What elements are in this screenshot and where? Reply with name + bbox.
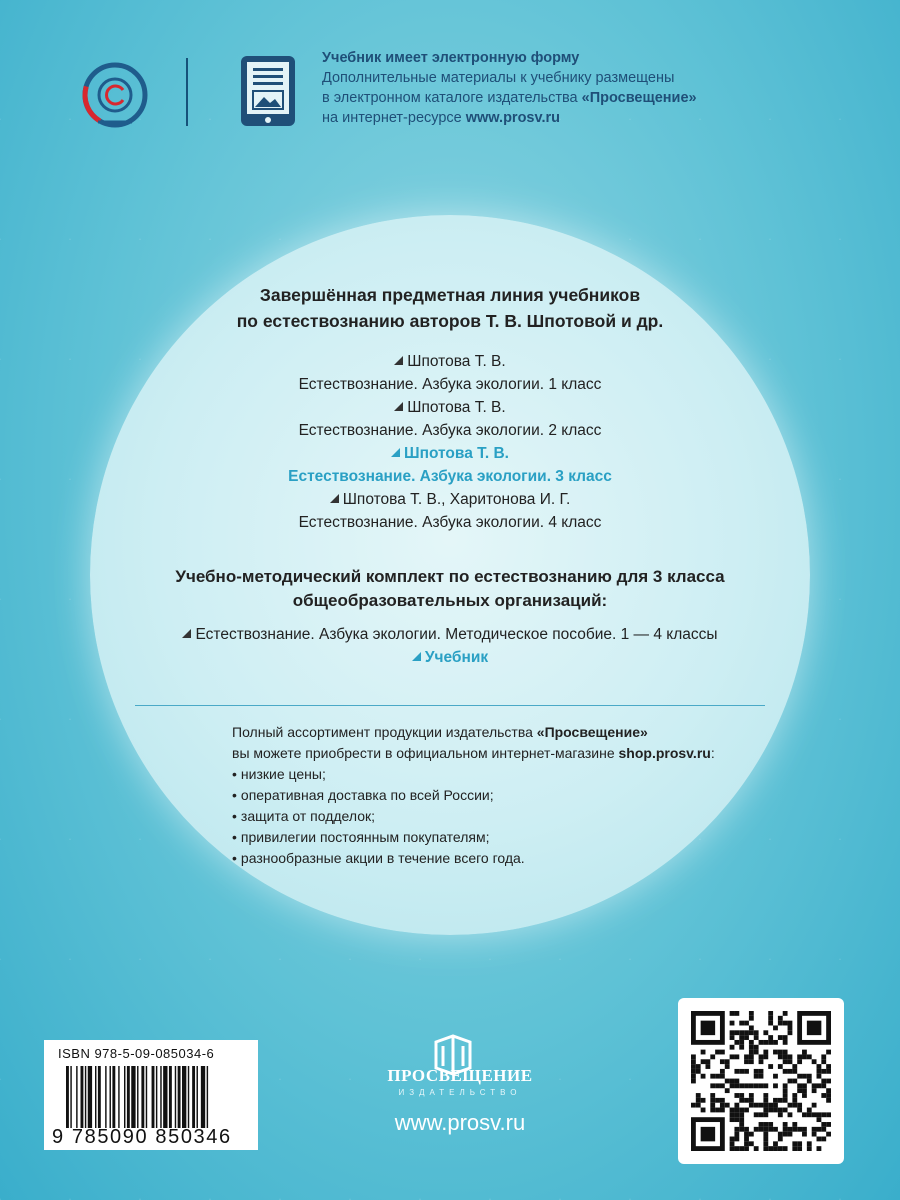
series-section — [140, 282, 760, 534]
e-form-title: Учебник имеет электронную форму — [322, 50, 580, 66]
qr-code — [678, 998, 844, 1164]
shop-section — [232, 722, 792, 869]
book-3-current: Шпотова Т. В. Естествознание. Азбука экологии. 3 класс — [288, 445, 612, 485]
kit-item-2: Учебник — [100, 646, 800, 669]
e-form-line3: в электронном каталоге издательства «Просвещение» — [322, 90, 697, 106]
triangle-bullet-icon — [330, 494, 339, 503]
triangle-bullet-icon — [391, 448, 400, 457]
triangle-bullet-icon — [394, 402, 403, 411]
isbn-text: ISBN 978-5-09-085034-6 — [58, 1046, 215, 1061]
publisher-subtitle: ИЗДАТЕЛЬСТВО — [398, 1088, 522, 1097]
list-item: • низкие цены; — [232, 764, 792, 785]
book-1: Шпотова Т. В. Естествознание. Азбука экологии. 1 класс — [298, 353, 602, 393]
shop-benefits-list — [232, 764, 792, 869]
publisher-name: ПРОСВЕЩЕНИЕ — [387, 1066, 533, 1085]
list-item: • оперативная доставка по всей России; — [232, 785, 792, 806]
list-item: • привилегии постоянным покупателям; — [232, 827, 792, 848]
e-form-line2: Дополнительные материалы к учебнику размещены — [322, 70, 675, 86]
book-4: Шпотова Т. В., Харитонова И. Г. Естествознание. Азбука экологии. 4 класс — [298, 491, 602, 531]
triangle-bullet-icon — [394, 356, 403, 365]
kit-item-1: Естествознание. Азбука экологии. Методическое пособие. 1 — 4 классы — [100, 623, 800, 646]
book-2: Шпотова Т. В. Естествознание. Азбука экологии. 2 класс — [298, 399, 602, 439]
kit-heading-1: Учебно-методический комплект по естествознанию для 3 класса — [175, 567, 725, 586]
barcode-bars-icon — [66, 1066, 251, 1128]
qr-code-icon — [691, 1011, 831, 1151]
kit-section — [100, 565, 800, 669]
series-heading-2: по естествознанию авторов Т. В. Шпотовой и др. — [236, 311, 664, 331]
series-heading-1: Завершённая предметная линия учебников — [259, 285, 641, 305]
e-form-line4: на интернет-ресурсе www.prosv.ru — [322, 110, 561, 126]
header-divider — [186, 58, 188, 126]
publisher-url: www.prosv.ru — [394, 1110, 526, 1135]
list-item: • защита от подделок; — [232, 806, 792, 827]
e-form-logo-icon — [80, 60, 150, 130]
barcode-digits: 9 785090 850346 — [52, 1126, 232, 1148]
isbn-barcode — [44, 1040, 258, 1150]
kit-heading-2: общеобразовательных организаций: — [292, 591, 608, 610]
e-form-notice — [322, 48, 802, 128]
section-divider — [135, 705, 765, 706]
shop-line-1: Полный ассортимент продукции издательства «Просвещение» — [232, 724, 648, 740]
triangle-bullet-icon — [182, 629, 191, 638]
tablet-icon — [240, 55, 296, 127]
shop-line-2: вы можете приобрести в официальном интернет-магазине shop.prosv.ru: — [232, 745, 715, 761]
list-item: • разнообразные акции в течение всего года. — [232, 848, 792, 869]
triangle-bullet-icon — [412, 652, 421, 661]
